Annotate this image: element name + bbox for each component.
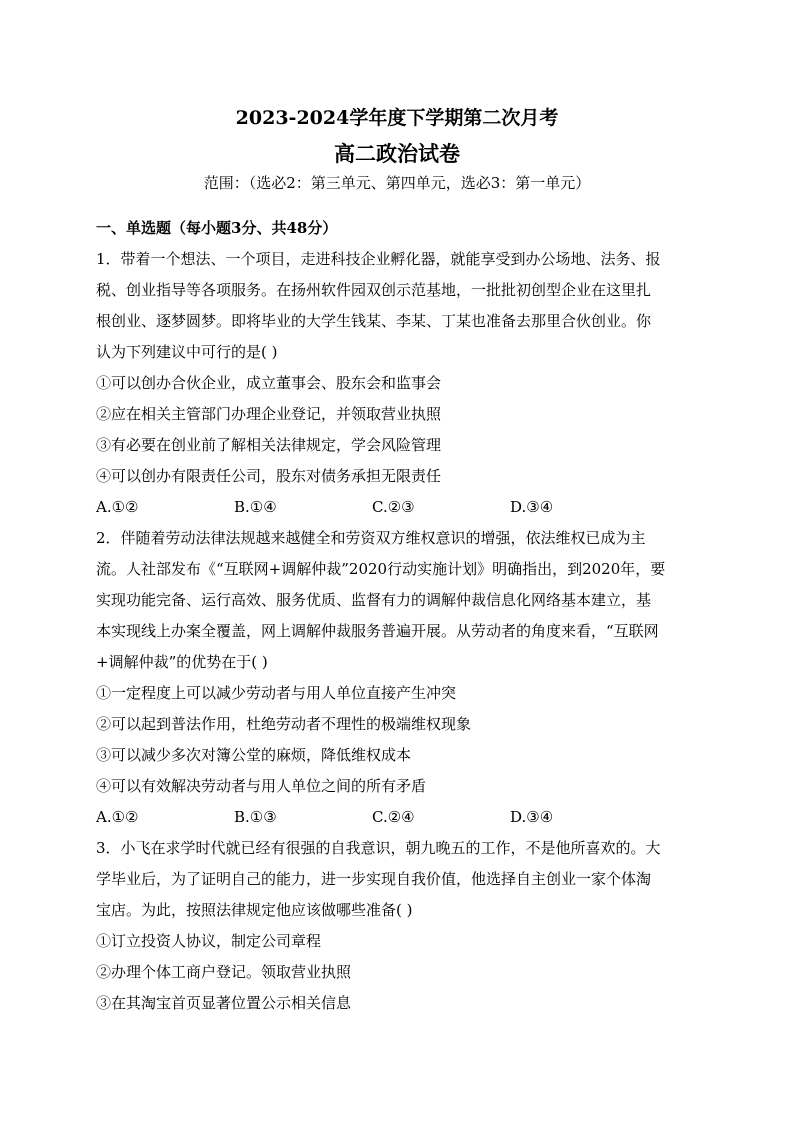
question-3 xyxy=(96,833,706,1019)
exam-scope: 范围：（选必2：第三单元、第四单元，选必3：第一单元） xyxy=(203,174,591,192)
statement-option: ③在其淘宝首页显著位置公示相关信息 xyxy=(96,994,352,1012)
section-heading: 一、单选题（每小题3分、共48分） xyxy=(96,219,338,237)
choice-b: B.①④ xyxy=(234,498,277,516)
statement-option: ②应在相关主管部门办理企业登记，并领取营业执照 xyxy=(96,405,442,423)
choice-d: D.③④ xyxy=(510,498,554,516)
exam-title: 2023-2024学年度下学期第二次月考 xyxy=(235,107,559,129)
choice-b: B.①③ xyxy=(234,808,277,826)
statement-option: ②可以起到普法作用，杜绝劳动者不理性的极端维权现象 xyxy=(96,715,472,733)
question-text-line: 本实现线上办案全覆盖，网上调解仲裁服务普遍开展。从劳动者的角度来看，“互联网 xyxy=(96,622,659,640)
question-text-line: 认为下列建议中可行的是( ) xyxy=(96,343,278,361)
answer-choices xyxy=(96,492,706,523)
question-text-line: 税、创业指导等各项服务。在扬州软件园双创示范基地，一批批初创型企业在这里扎 xyxy=(96,281,652,299)
statement-option: ④可以有效解决劳动者与用人单位之间的所有矛盾 xyxy=(96,777,427,795)
question-text-line: 学毕业后，为了证明自己的能力，进一步实现自我价值，他选择自主创业一家个体淘 xyxy=(96,870,652,888)
choice-c: C.②③ xyxy=(372,498,415,516)
statement-option: ①可以创办合伙企业，成立董事会、股东会和监事会 xyxy=(96,374,442,392)
question-text-line: 宝店。为此，按照法律规定他应该做哪些准备( ) xyxy=(96,901,413,919)
exam-subtitle: 高二政治试卷 xyxy=(334,141,460,166)
question-text-line: 1．带着一个想法、一个项目，走进科技企业孵化器，就能享受到办公场地、法务、报 xyxy=(96,250,661,268)
choice-a: A.①② xyxy=(96,498,139,516)
choice-d: D.③④ xyxy=(510,808,554,826)
question-text-line: 实现功能完备、运行高效、服务优质、监督有力的调解仲裁信息化网络基本建立，基 xyxy=(96,591,652,609)
question-text-line: +调解仲裁”的优势在于( ) xyxy=(96,653,268,671)
statement-option: ④可以创办有限责任公司，股东对债务承担无限责任 xyxy=(96,467,442,485)
question-text-line: 流。人社部发布《“互联网+调解仲裁”2020行动实施计划》明确指出，到2020年，要 xyxy=(96,560,666,578)
statement-option: ②办理个体工商户登记。领取营业执照 xyxy=(96,963,352,981)
question-2 xyxy=(96,523,706,833)
statement-option: ①订立投资人协议，制定公司章程 xyxy=(96,932,322,950)
statement-option: ①一定程度上可以减少劳动者与用人单位直接产生冲突 xyxy=(96,684,457,702)
question-text-line: 3．小飞在求学时代就已经有很强的自我意识，朝九晚五的工作，不是他所喜欢的。大 xyxy=(96,839,661,857)
choice-c: C.②④ xyxy=(372,808,415,826)
statement-option: ③有必要在创业前了解相关法律规定，学会风险管理 xyxy=(96,436,442,454)
question-text-line: 2．伴随着劳动法律法规越来越健全和劳资双方维权意识的增强，依法维权已成为主 xyxy=(96,529,646,547)
question-text-line: 根创业、逐梦圆梦。即将毕业的大学生钱某、李某、丁某也准备去那里合伙创业。你 xyxy=(96,312,652,330)
question-1 xyxy=(96,244,706,523)
answer-choices xyxy=(96,802,706,833)
choice-a: A.①② xyxy=(96,808,139,826)
statement-option: ③可以减少多次对簿公堂的麻烦，降低维权成本 xyxy=(96,746,412,764)
exam-content xyxy=(96,213,706,1019)
